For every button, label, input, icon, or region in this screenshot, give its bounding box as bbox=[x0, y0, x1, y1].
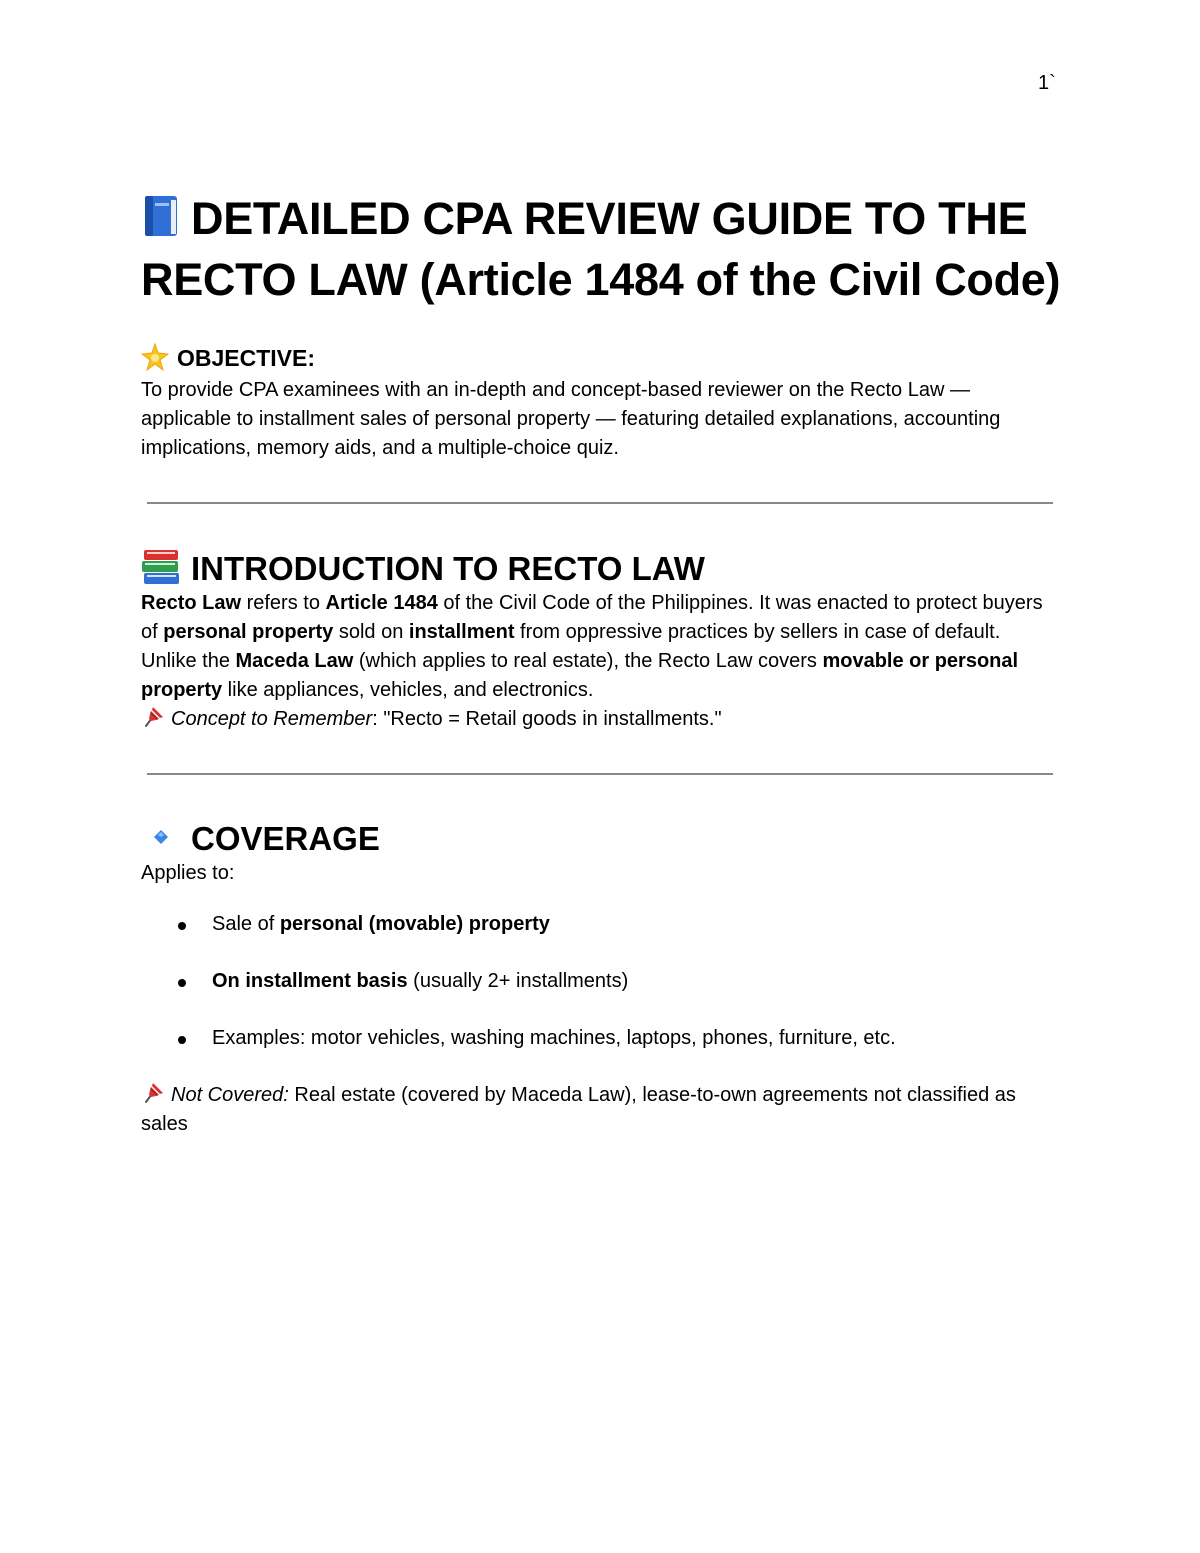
pushpin-icon bbox=[141, 1081, 165, 1105]
section-divider bbox=[147, 502, 1053, 504]
text-run: Sale of bbox=[212, 913, 280, 935]
page-number: 1` bbox=[1038, 72, 1056, 94]
introduction-paragraph-2 bbox=[141, 647, 1061, 705]
concept-note-label: Concept to Remember bbox=[171, 708, 373, 730]
bold-term: On installment basis bbox=[212, 970, 408, 992]
bullet-icon bbox=[178, 922, 186, 930]
document-title-text: DETAILED CPA REVIEW GUIDE TO THE RECTO LAW (Article 1484 of the Civil Code) bbox=[141, 193, 1061, 305]
books-icon bbox=[141, 548, 181, 586]
bold-term: Article 1484 bbox=[325, 592, 438, 614]
bold-term: personal (movable) property bbox=[279, 913, 550, 935]
bold-term: personal property bbox=[163, 621, 334, 643]
document-body bbox=[141, 188, 1061, 1139]
list-item bbox=[141, 910, 1061, 939]
coverage-list bbox=[141, 910, 1061, 1053]
concept-note-text: : "Recto = Retail goods in installments." bbox=[372, 708, 722, 730]
not-covered-note bbox=[141, 1081, 1061, 1139]
objective-heading bbox=[141, 340, 1061, 376]
bullet-icon bbox=[178, 1036, 186, 1044]
section-divider bbox=[147, 773, 1053, 775]
text-run: refers to bbox=[241, 592, 326, 614]
bold-term: movable or personal property bbox=[141, 650, 1019, 701]
coverage-heading-text: COVERAGE bbox=[191, 820, 380, 857]
blue-book-icon bbox=[141, 194, 181, 238]
applies-to-label: Applies to: bbox=[141, 862, 235, 884]
bullet-icon bbox=[178, 979, 186, 987]
pushpin-icon bbox=[141, 705, 165, 729]
introduction-heading-text: INTRODUCTION TO RECTO LAW bbox=[191, 550, 705, 587]
objective-text: To provide CPA examinees with an in-depth and concept-based reviewer on the Recto Law — applicable to installment sales of personal property — featuring detailed explanations, accounting implications, memory aids, and a multiple-choice quiz. bbox=[141, 379, 1001, 459]
glowing-star-icon bbox=[141, 343, 169, 371]
text-run: sold on bbox=[333, 621, 409, 643]
text-run: (which applies to real estate), the Recto Law covers bbox=[353, 650, 823, 672]
text-run: like appliances, vehicles, and electronics. bbox=[222, 679, 594, 701]
not-covered-label: Not Covered: bbox=[171, 1084, 289, 1106]
concept-note bbox=[141, 705, 1061, 734]
objective-heading-text: OBJECTIVE: bbox=[177, 345, 316, 371]
bold-term: Recto Law bbox=[141, 592, 242, 614]
text-run: (usually 2+ installments) bbox=[407, 970, 629, 992]
introduction-heading bbox=[141, 548, 1061, 589]
list-item bbox=[141, 967, 1061, 996]
bold-term: Maceda Law bbox=[235, 650, 354, 672]
introduction-paragraph-1 bbox=[141, 589, 1061, 647]
text-run: of the Civil Code of the Philippines. It was enacted to protect buyers of bbox=[141, 592, 1043, 643]
text-run: Examples: motor vehicles, washing machines, laptops, phones, furniture, etc. bbox=[212, 1027, 896, 1049]
text-run: Unlike the bbox=[141, 650, 236, 672]
not-covered-text: Real estate (covered by Maceda Law), lease-to-own agreements not classified as sales bbox=[141, 1084, 1016, 1135]
list-item bbox=[141, 1024, 1061, 1053]
document-title bbox=[141, 188, 1061, 310]
coverage-heading bbox=[141, 819, 1061, 859]
text-run: from oppressive practices by sellers in case of default. bbox=[514, 621, 1001, 643]
blue-diamond-icon bbox=[153, 829, 169, 845]
bold-term: installment bbox=[408, 621, 515, 643]
